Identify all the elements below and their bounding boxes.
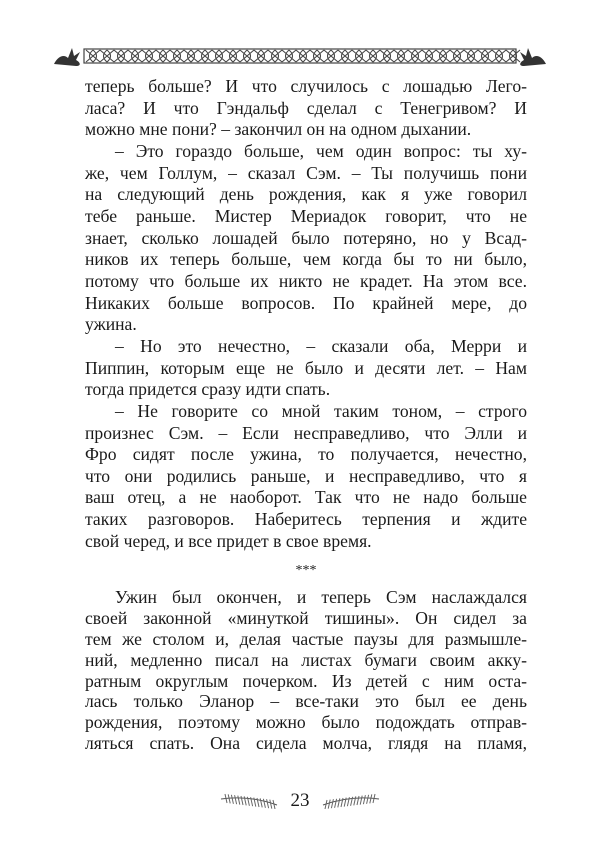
- text-line: потому что больше их никто не крадет. На этом все.: [85, 270, 527, 291]
- page-body-text: [85, 76, 527, 754]
- fern-right-icon: [321, 793, 381, 809]
- text-line: Никаких больше вопросов. По крайней мере, до: [85, 292, 527, 313]
- celtic-knot-header-ornament: [52, 44, 548, 68]
- text-line: ужина.: [85, 314, 137, 335]
- text-line: тогда придется сразу идти спать.: [85, 379, 331, 400]
- text-line: – Но это нечестно, – сказали оба, Мерри и: [115, 335, 527, 356]
- text-line: лась только Эланор – все-таки это был ее день: [85, 691, 527, 712]
- text-line: ний, медленно писал на листах бумаги своим акку-: [85, 649, 527, 670]
- paragraph: [85, 76, 527, 141]
- dragon-left-icon: [54, 48, 80, 66]
- section-separator: ***: [295, 563, 317, 579]
- text-line: знает, сколько лошадей было потеряно, но у Всад-: [85, 227, 527, 248]
- text-line: же, чем Голлум, – сказал Сэм. – Ты получишь пони: [85, 162, 527, 183]
- text-line: что они родились раньше, и несправедливо, что я: [85, 465, 527, 486]
- text-line: свой черед, и все придет в свое время.: [85, 530, 372, 551]
- text-line: ласа? И что Гэндальф сделал с Тенегривом? И: [85, 97, 527, 118]
- paragraph: [85, 401, 527, 553]
- text-line: теперь больше? И что случилось с лошадью Лего-: [85, 76, 527, 96]
- text-line: своей законной «минуткой тишины». Он сидел за: [85, 608, 527, 629]
- fern-left-icon: [219, 793, 279, 809]
- text-line: на следующий день рождения, как я уже говорил: [85, 184, 527, 205]
- text-line: ников их теперь больше, чем когда бы то ни было,: [85, 249, 527, 270]
- text-line: ваш отец, а не наоборот. Так что не надо больше: [85, 487, 527, 508]
- text-line: ратным округлым почерком. Из детей с ним оста-: [85, 670, 527, 691]
- text-line: таких разговоров. Наберитесь терпения и ждите: [85, 509, 527, 530]
- section: [85, 587, 527, 753]
- section: [85, 76, 527, 552]
- text-line: рождения, поэтому можно было подождать отправ-: [85, 712, 527, 733]
- paragraph: [85, 336, 527, 401]
- text-line: – Не говорите со мной таким тоном, – строго: [115, 400, 527, 421]
- text-line: – Это гораздо больше, чем один вопрос: ты ху-: [115, 140, 527, 161]
- dragon-right-icon: [520, 48, 546, 66]
- text-line: произнес Сэм. – Если несправедливо, что Элли и: [85, 422, 527, 443]
- text-line: Пиппин, которым еще не было и десяти лет. – Нам: [85, 357, 527, 378]
- page-number: 23: [290, 790, 310, 811]
- page-footer: [0, 790, 600, 812]
- paragraph: [85, 141, 527, 336]
- text-line: ляться спать. Она сидела молча, глядя на пламя,: [85, 733, 527, 754]
- text-line: Фро сидят после ужина, то получается, нечестно,: [85, 444, 527, 465]
- paragraph: [85, 587, 527, 753]
- text-line: тебе раньше. Мистер Мериадок говорит, что не: [85, 205, 527, 226]
- text-line: тем же столом и, делая частые паузы для размышле-: [85, 629, 527, 650]
- text-line: можно мне пони? – закончил он на одном дыхании.: [85, 119, 472, 140]
- text-line: Ужин был окончен, и теперь Сэм наслаждался: [115, 587, 527, 608]
